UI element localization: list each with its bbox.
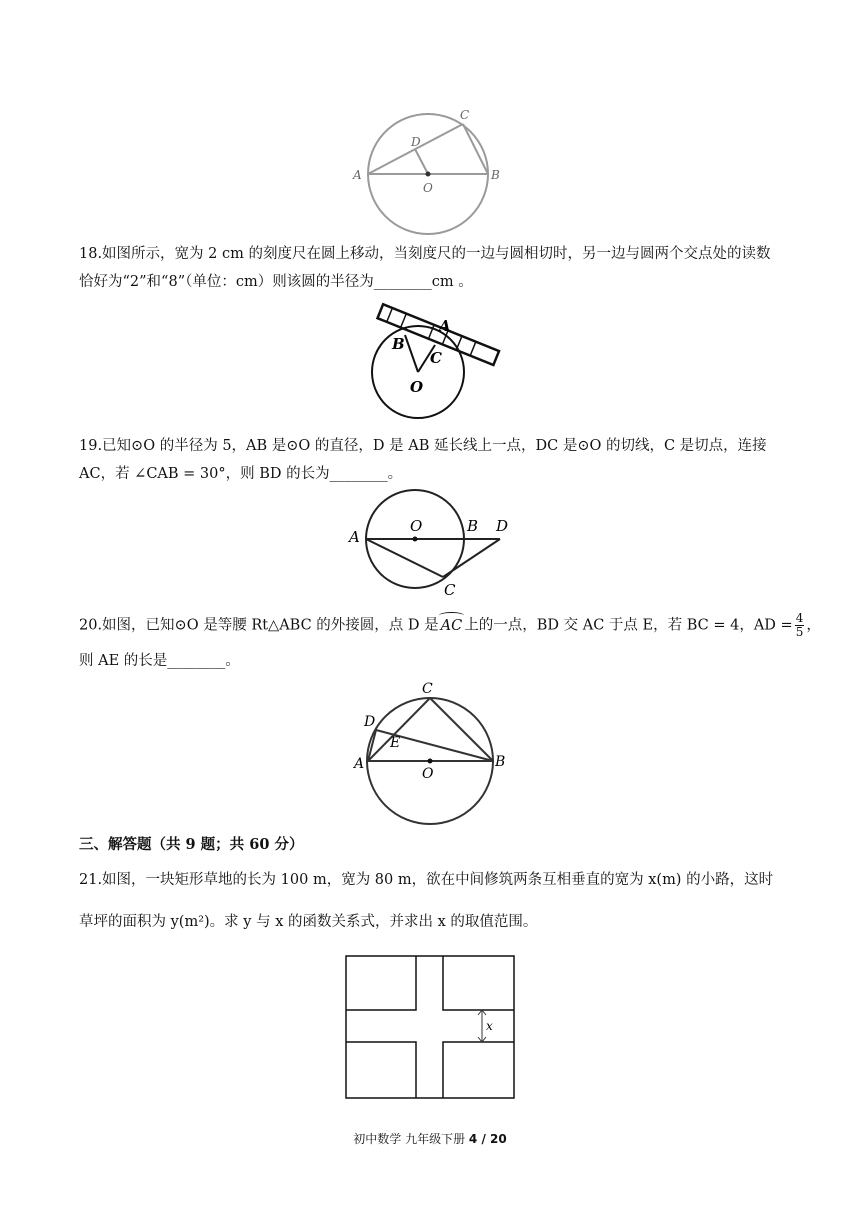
label-A: A xyxy=(439,317,451,335)
q20-fraction: $\frac{4}{5}$ xyxy=(795,611,804,639)
label-E: E xyxy=(390,735,401,751)
label-O: O xyxy=(423,181,433,195)
q20-text-b: 上的一点，BD 交 AC 于点 E，若 BC = 4，AD = xyxy=(464,617,793,634)
page-number: 4 / 20 xyxy=(468,1132,507,1146)
label-A: A xyxy=(354,756,365,772)
label-O: O xyxy=(422,766,434,782)
figure-q18 xyxy=(370,300,510,430)
label-D: D xyxy=(364,714,376,730)
label-B: B xyxy=(491,168,500,182)
label-D: D xyxy=(411,135,421,149)
q20-line1 xyxy=(79,612,821,639)
label-B: B xyxy=(392,335,405,353)
footer-text: 初中数学 九年级下册 xyxy=(353,1132,469,1146)
section-heading: 三、解答题（共 9 题；共 60 分） xyxy=(79,836,304,853)
label-O: O xyxy=(410,517,423,535)
page-footer xyxy=(0,1130,860,1147)
label-D: D xyxy=(496,517,509,535)
label-x: x xyxy=(486,1019,493,1033)
q19-line1: 19.已知⊙O 的半径为 5，AB 是⊙O 的直径，D 是 AB 延长线上一点，DC 是⊙O 的切线，C 是切点，连接 xyxy=(79,438,767,454)
label-O: O xyxy=(410,378,424,396)
q20-arc: AC xyxy=(439,616,465,636)
label-C: C xyxy=(422,681,433,697)
label-B: B xyxy=(467,517,479,535)
label-A: A xyxy=(349,528,360,546)
figure-q17 xyxy=(345,100,515,240)
figure-q21 xyxy=(343,953,519,1101)
q20-text-c: ， xyxy=(806,617,821,634)
label-C: C xyxy=(460,108,470,122)
label-C: C xyxy=(430,349,442,367)
q20-line2: 则 AE 的长是________。 xyxy=(79,653,240,669)
label-A: A xyxy=(353,168,362,182)
q21-line2: 草坪的面积为 y(m²)。求 y 与 x 的函数关系式，并求出 x 的取值范围。 xyxy=(79,914,538,930)
label-C: C xyxy=(444,581,456,599)
q21-line1: 21.如图，一块矩形草地的长为 100 m，宽为 80 m，欲在中间修筑两条互相垂直的宽为 x(m) 的小路，这时 xyxy=(79,872,774,888)
figure-q20 xyxy=(350,678,515,828)
label-B: B xyxy=(495,754,506,770)
q20-text-a: 20.如图，已知⊙O 是等腰 Rt△ABC 的外接圆，点 D 是 xyxy=(79,617,439,634)
q18-line1: 18.如图所示，宽为 2 cm 的刻度尺在圆上移动，当刻度尺的一边与圆相切时，另一边与圆两个交点处的读数 xyxy=(79,246,771,262)
q18-line2: 恰好为“2”和“8”（单位：cm）则该圆的半径为________cm 。 xyxy=(79,274,473,290)
figure-q19 xyxy=(345,488,520,600)
q19-line2: AC，若 ∠CAB = 30°，则 BD 的长为________。 xyxy=(79,466,403,482)
